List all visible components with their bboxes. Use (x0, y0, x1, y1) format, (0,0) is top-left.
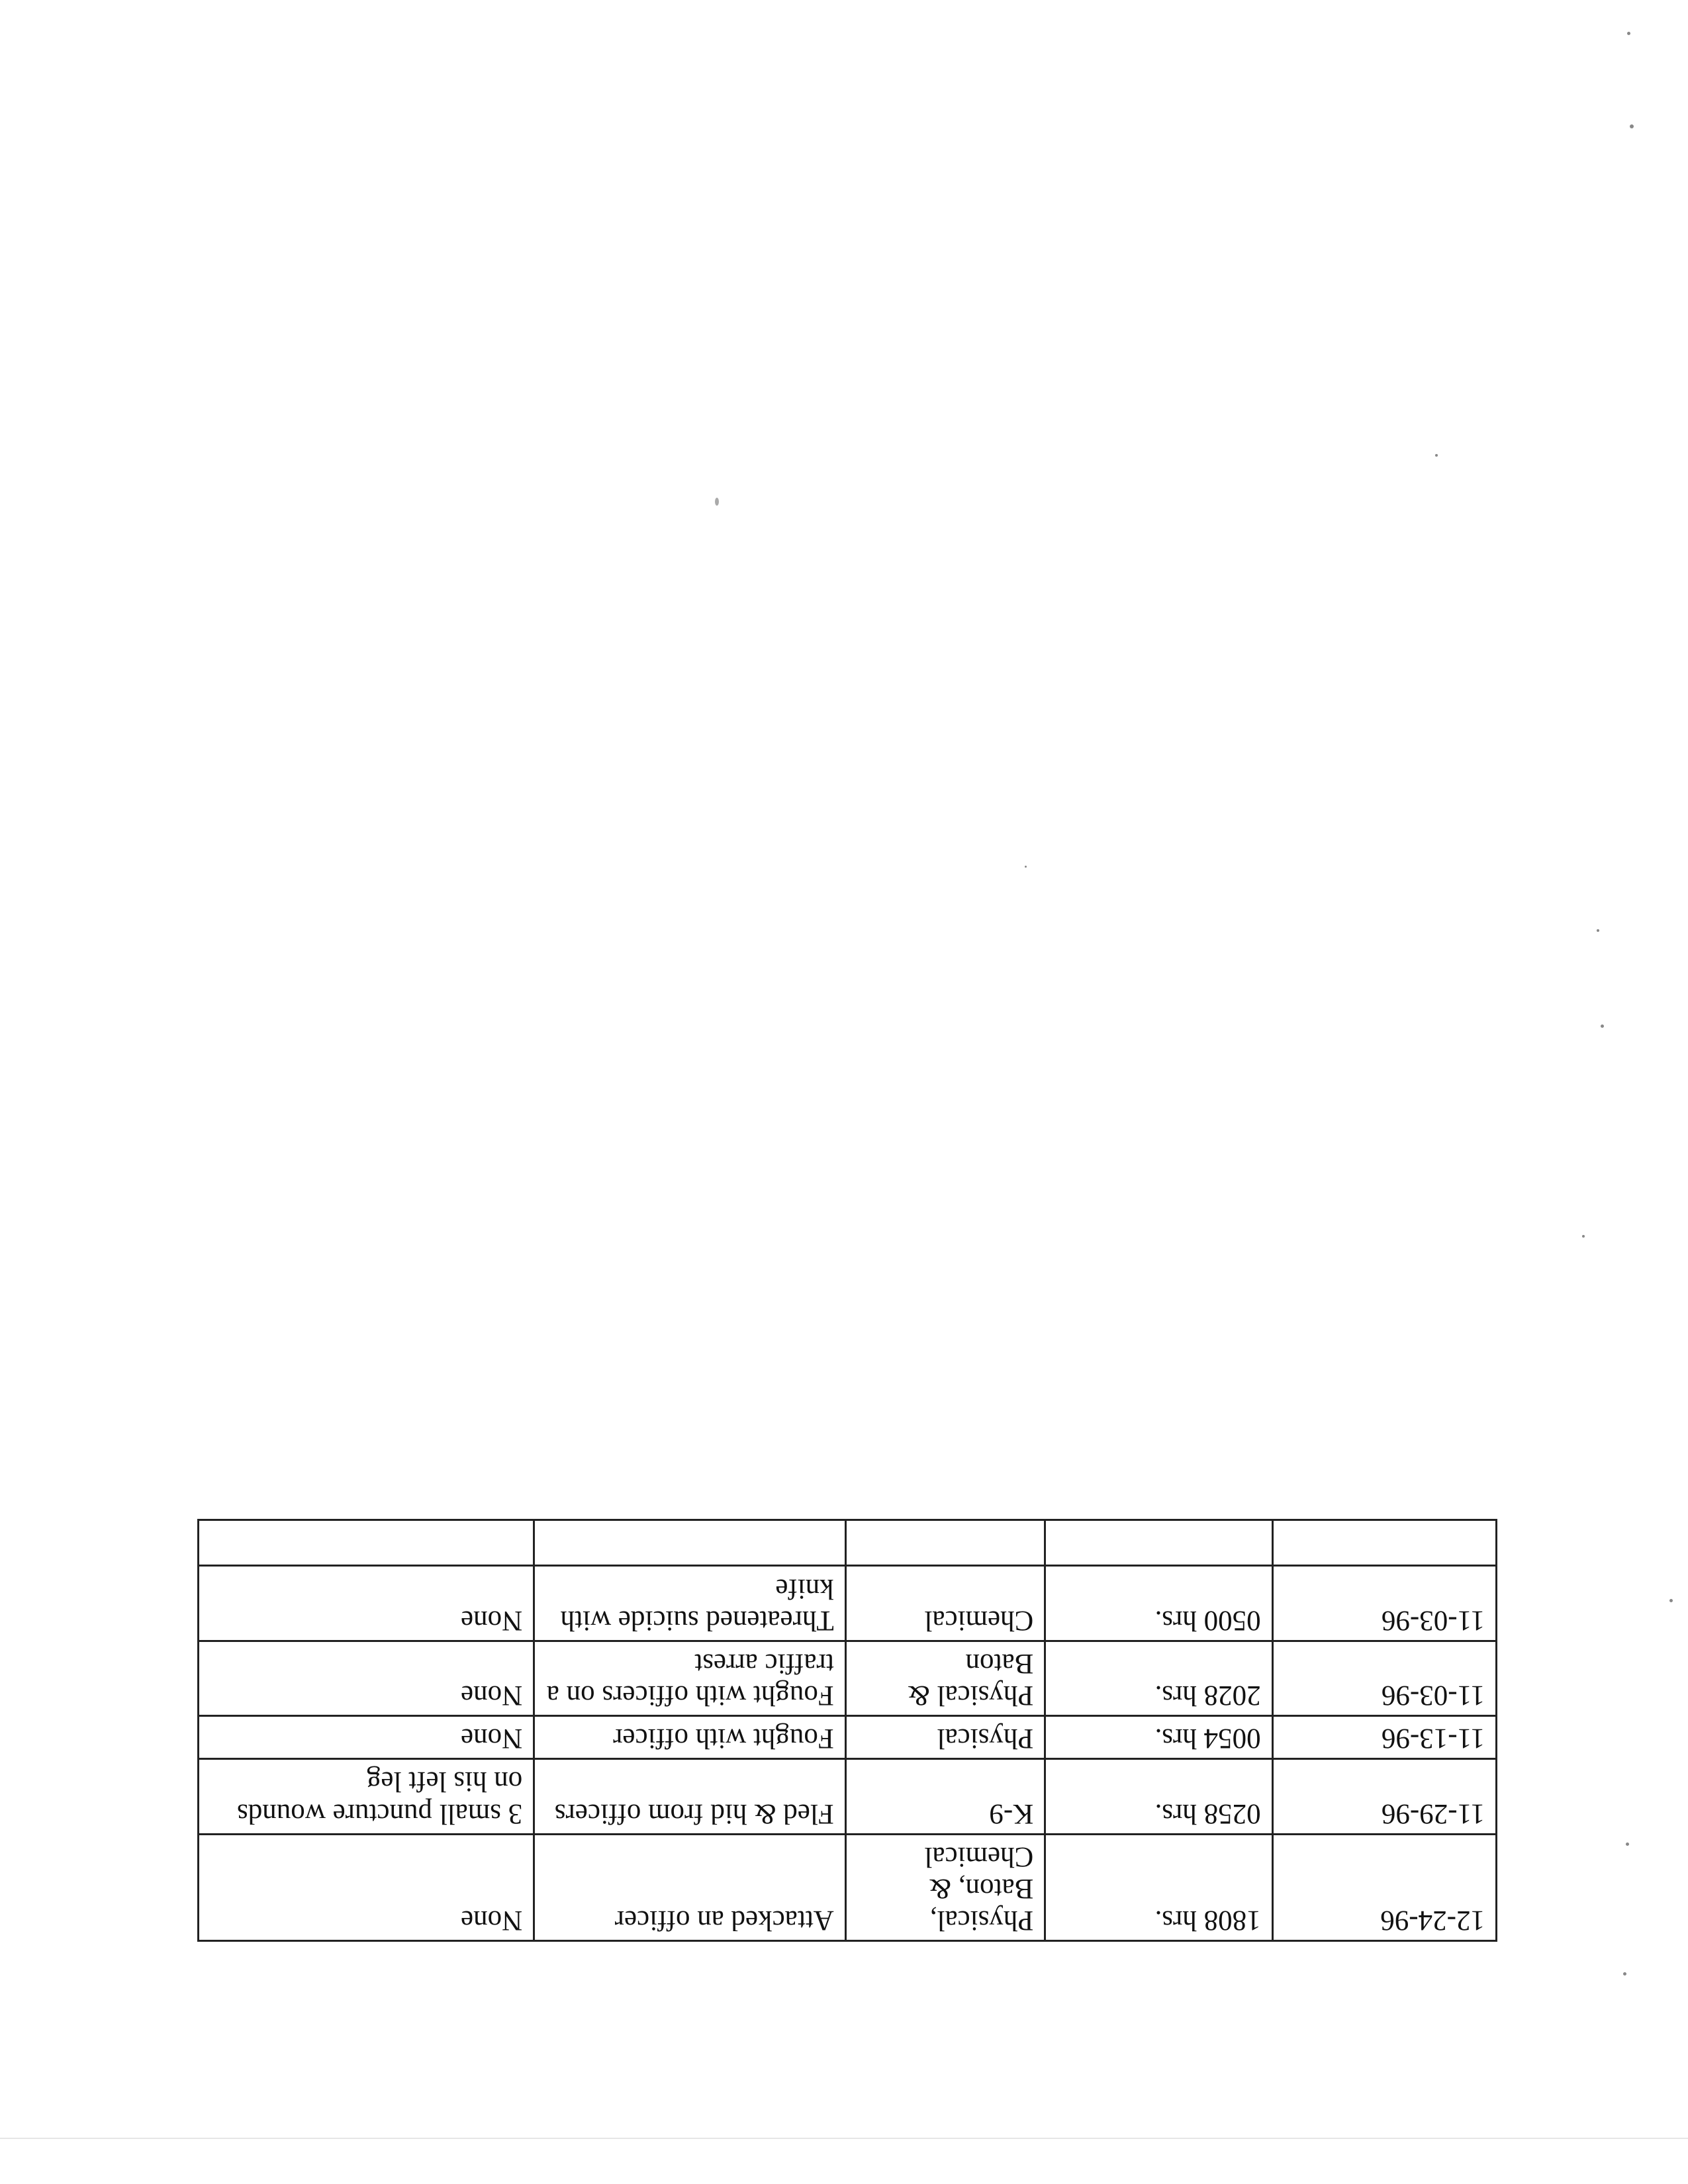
injuries-cell: None (199, 1716, 534, 1759)
scan-speck (1669, 1599, 1673, 1602)
date-cell: 11-29-96 (1272, 1759, 1496, 1834)
date-cell: 11-03-96 (1272, 1566, 1496, 1641)
injuries-cell: None (199, 1834, 534, 1940)
table-row (199, 1834, 1497, 1940)
scan-speck (1025, 866, 1027, 868)
description-cell: Fled & hid from officers (534, 1759, 846, 1834)
time-cell: 0054 hrs. (1045, 1716, 1272, 1759)
date-cell: 11-13-96 (1272, 1716, 1496, 1759)
time-cell: 2028 hrs. (1045, 1641, 1272, 1715)
scan-speck (1582, 1235, 1585, 1238)
description-cell: Fought with officers on a traffic arrest (534, 1641, 846, 1715)
injuries-cell (199, 1520, 534, 1566)
table-row-blank (199, 1520, 1497, 1566)
scan-speck (715, 498, 719, 506)
scan-speck (1623, 1972, 1626, 1976)
force-type-cell: Physical & Baton (845, 1641, 1045, 1715)
table-row (199, 1716, 1497, 1759)
scan-speck (1627, 32, 1630, 35)
scan-speck (1597, 929, 1599, 932)
time-cell (1045, 1520, 1272, 1566)
date-cell (1272, 1520, 1496, 1566)
scan-speck (1601, 1024, 1604, 1028)
time-cell: 1808 hrs. (1045, 1834, 1272, 1940)
force-type-cell: Physical (845, 1716, 1045, 1759)
injuries-cell: 3 small puncture wounds on his left leg (199, 1759, 534, 1834)
scan-speck (1626, 1843, 1629, 1846)
force-type-cell: Chemical (845, 1566, 1045, 1641)
description-cell: Attacked an officer (534, 1834, 846, 1940)
description-cell: Threatened suicide with knife (534, 1566, 846, 1641)
date-cell: 11-03-96 (1272, 1641, 1496, 1715)
force-type-cell: Physical, Baton, & Chemical (845, 1834, 1045, 1940)
scan-edge-line (0, 2138, 1688, 2139)
force-type-cell (845, 1520, 1045, 1566)
scan-speck (1630, 124, 1634, 128)
use-of-force-table (197, 1519, 1497, 1942)
table-row (199, 1641, 1497, 1715)
description-cell (534, 1520, 846, 1566)
table-row (199, 1566, 1497, 1641)
time-cell: 0500 hrs. (1045, 1566, 1272, 1641)
description-cell: Fought with officer (534, 1716, 846, 1759)
upside-down-table-wrapper (197, 1451, 1497, 1942)
time-cell: 0258 hrs. (1045, 1759, 1272, 1834)
force-type-cell: K-9 (845, 1759, 1045, 1834)
scan-speck (1435, 454, 1438, 457)
injuries-cell: None (199, 1641, 534, 1715)
date-cell: 12-24-96 (1272, 1834, 1496, 1940)
injuries-cell: None (199, 1566, 534, 1641)
table-row (199, 1759, 1497, 1834)
